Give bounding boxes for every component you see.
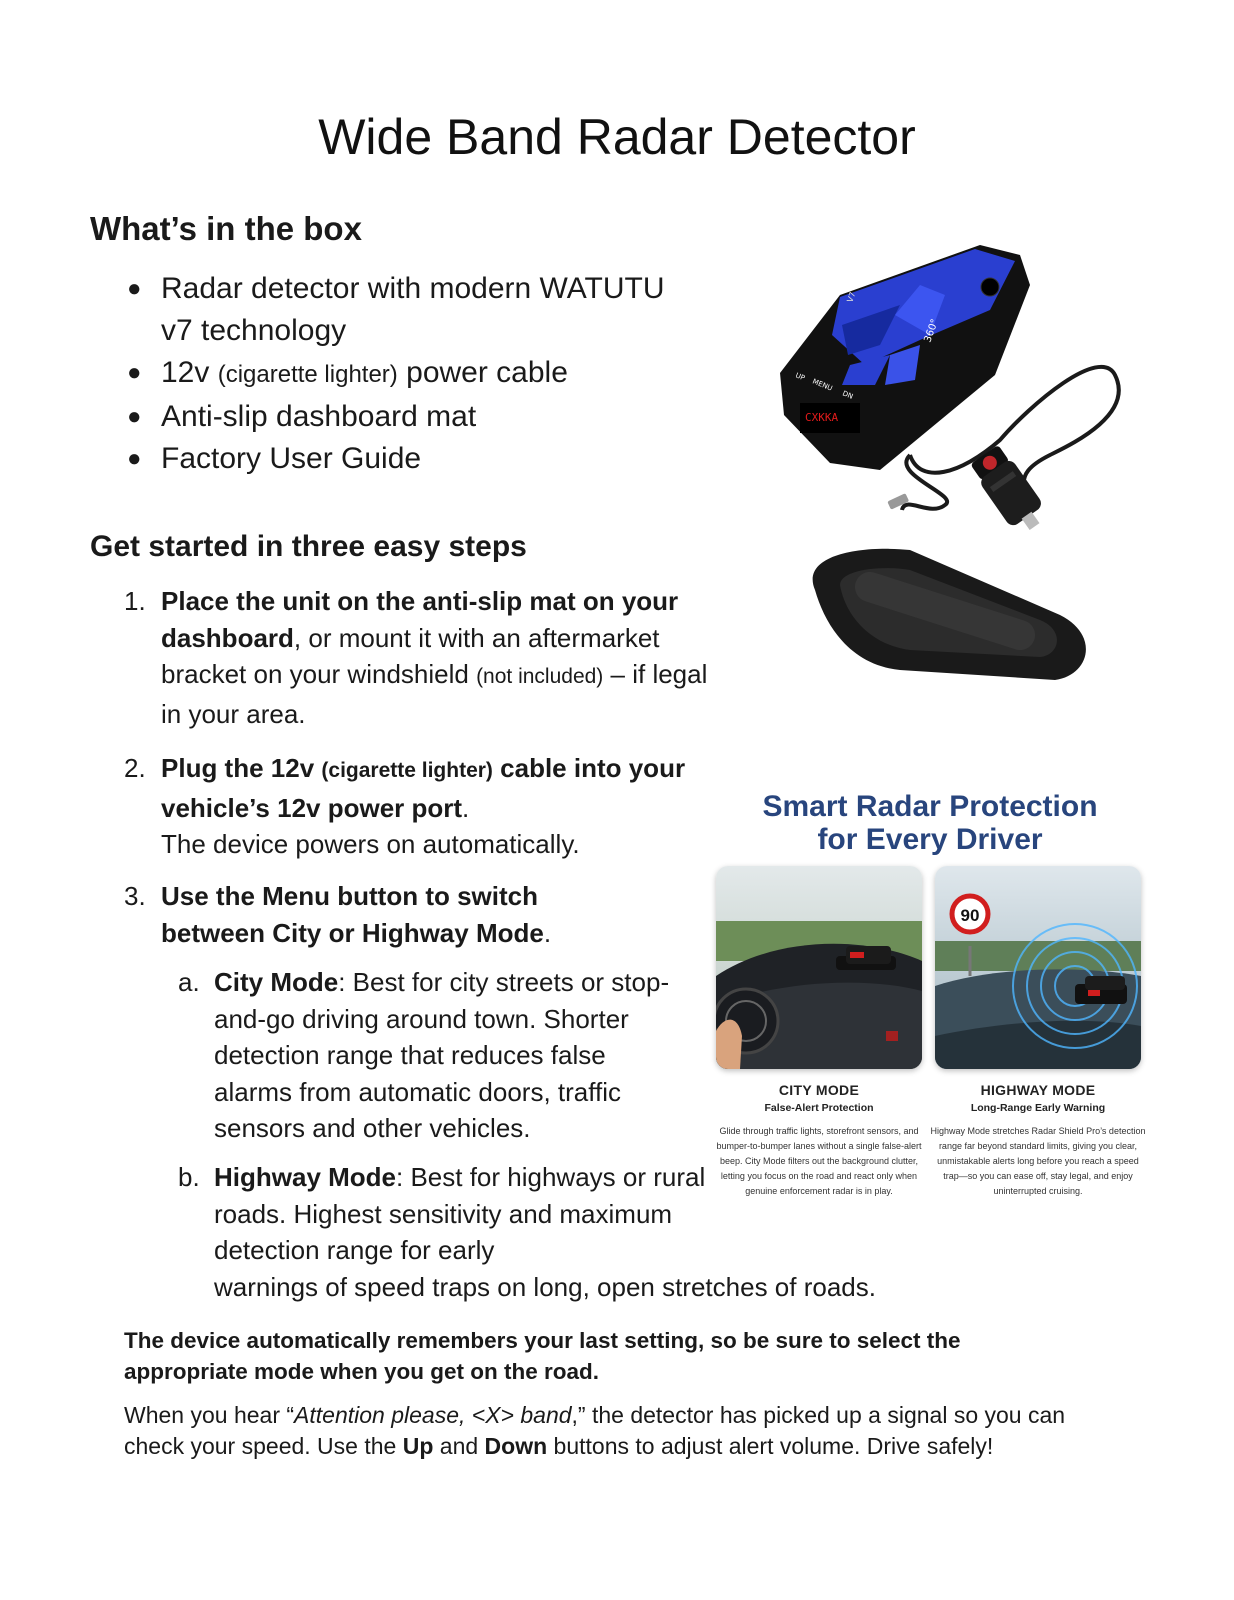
step-bold: Plug the 12v [161, 753, 322, 783]
display-text: CXKKA [805, 411, 839, 424]
down-button-label: Down [484, 1433, 548, 1459]
step-letter: a. [178, 967, 200, 997]
item-text: Factory User Guide [161, 442, 422, 475]
mode-description: Highway Mode stretches Radar Shield Pro’s detection range far beyond standard limits, giving you clear, unmistakable alerts long before you reach a speed trap—so you can ease off, stay legal, and enjoy uninterrupted cruising. [930, 1126, 1146, 1196]
step-text: . [543, 917, 552, 948]
memory-notice: The device automatically remembers your last setting, so be sure to select the appropriate mode when you get on the road. [124, 1328, 961, 1384]
step-letter: b. [178, 1162, 200, 1192]
mode-name: Highway Mode [214, 1162, 397, 1192]
step-note: (not included) [476, 665, 604, 688]
mode-name: City Mode [214, 967, 339, 997]
step-number: 1. [124, 586, 146, 616]
mode-title: HIGHWAY MODE [980, 1082, 1096, 1098]
step-text: . [462, 792, 470, 823]
mode-text: : Best for city streets or stop-and-go driving around town. Shorter detection range that reduces false alarms from automatic doors, traffic sensors and other vehicles. [214, 967, 670, 1143]
step-1 [124, 583, 724, 732]
city-mode-step [178, 964, 678, 1147]
closing-text: ,” the detector has picked up a signal so you can check your speed. Use the [124, 1402, 1066, 1459]
closing-text: When you hear “ [124, 1402, 295, 1428]
bullet-icon: ● [127, 275, 142, 302]
highway-mode-image [935, 866, 1141, 1069]
promo-title-line: for Every Driver [817, 823, 1043, 856]
item-note: (cigarette lighter) [217, 361, 398, 388]
box-contents-list [120, 268, 680, 480]
svg-text:UP: UP [794, 371, 806, 383]
svg-text:90: 90 [960, 906, 980, 925]
svg-text:MENU: MENU [811, 377, 834, 393]
mode-text: : Best for highways or rural roads. Highest sensitivity and maximum detection range for early [214, 1162, 706, 1265]
highway-mode-column [930, 1082, 1146, 1199]
steps-heading: Get started in three easy steps [90, 530, 527, 563]
step-2 [124, 750, 724, 863]
bullet-icon: ● [127, 445, 142, 472]
svg-text:V7: V7 [845, 290, 858, 304]
step-number: 2. [124, 753, 146, 783]
step-bold: Place the unit on the anti-slip mat on your dashboard [161, 586, 679, 653]
city-mode-image [716, 866, 922, 1069]
highway-driving-illustration [935, 866, 1141, 1069]
step-number: 3. [124, 881, 146, 911]
step-text: The device powers on automatically. [161, 829, 580, 859]
closing-text: and [433, 1433, 485, 1459]
mode-description: Glide through traffic lights, storefront sensors, and bumper-to-bumper lanes without a single false-alert beep. City Mode filters out the background clutter, letting you focus on the road and react only when genuine enforcement radar is in play. [716, 1126, 922, 1196]
anti-slip-mat-icon [813, 549, 1086, 680]
promo-title-line: Smart Radar Protection [762, 790, 1098, 823]
item-text: 12v [161, 356, 218, 389]
city-driving-illustration [716, 866, 922, 1069]
item-text: power cable [397, 356, 568, 389]
closing-text: buttons to adjust alert volume. Drive safely! [547, 1433, 994, 1459]
city-mode-column [711, 1082, 927, 1199]
detector-unit-icon [780, 245, 1030, 470]
step-bold: cable into your vehicle’s 12v power port [161, 753, 686, 823]
box-heading: What’s in the box [90, 210, 362, 247]
svg-text:DN: DN [841, 389, 855, 401]
list-item [120, 352, 680, 396]
step-text: , or mount it with an aftermarket bracket on your windshield [161, 622, 660, 689]
list-item [120, 396, 680, 438]
step-text: – if legal in your area. [161, 659, 708, 729]
svg-text:360°: 360° [922, 317, 942, 345]
item-text: Radar detector with modern WATUTU v7 technology [161, 272, 665, 347]
mode-subtitle: False-Alert Protection [764, 1102, 874, 1114]
hand-icon [716, 1020, 742, 1069]
mode-subtitle: Long-Range Early Warning [970, 1102, 1106, 1114]
mode-title: CITY MODE [778, 1082, 860, 1098]
step-bold: Use the Menu button to switch between City or Highway Mode [161, 881, 544, 948]
list-item [120, 268, 680, 352]
list-item [120, 438, 680, 480]
closing-quote: Attention please, <X> band [294, 1402, 572, 1428]
item-text: Anti-slip dashboard mat [161, 400, 477, 433]
closing-paragraph [124, 1400, 1104, 1462]
step-3 [124, 878, 724, 951]
bullet-icon: ● [127, 359, 142, 386]
product-image [770, 225, 1140, 715]
page-title: Wide Band Radar Detector [318, 109, 916, 165]
bullet-icon: ● [127, 403, 142, 430]
cigarette-plug-icon [968, 443, 1051, 538]
step-note: (cigarette lighter) [321, 759, 493, 782]
mode-text-tail: warnings of speed traps on long, open stretches of roads. [214, 1271, 876, 1302]
promo-title [720, 790, 1140, 856]
radar-detector-illustration [770, 225, 1140, 715]
up-button-label: Up [402, 1433, 434, 1459]
